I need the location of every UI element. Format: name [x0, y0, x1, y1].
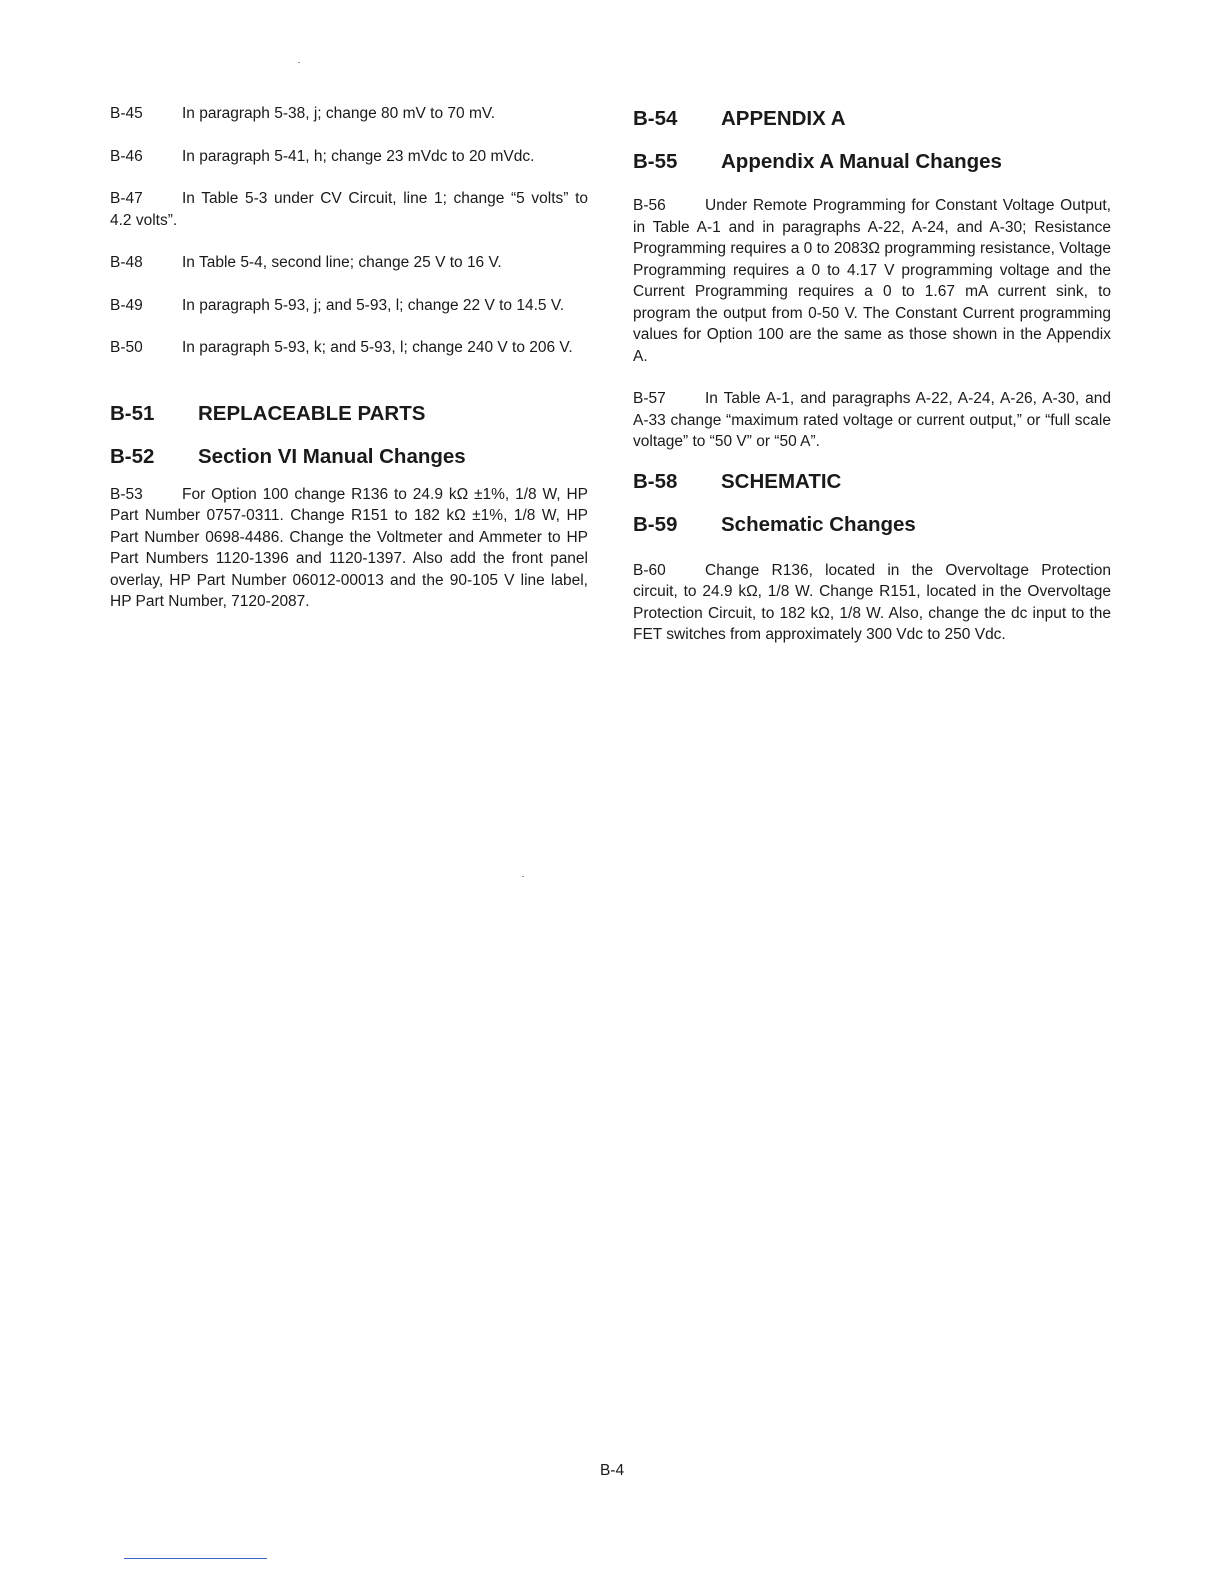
heading-title: Section VI Manual Changes	[198, 444, 466, 468]
paragraph-text: In paragraph 5-93, k; and 5-93, l; change 240 V to 206 V.	[182, 339, 573, 356]
paragraph-text: In Table A-1, and paragraphs A-22, A-24, A-26, A-30, and A-33 change “maximum rated voltage or current output,” or “full scale voltage” to “50 V” or “50 A”.	[633, 390, 1111, 450]
heading-number: B-58	[633, 469, 678, 493]
paragraph-text: Under Remote Programming for Constant Voltage Output, in Table A-1 and in paragraphs A-22, A-24, and A-30; Resistance Programming requires a 0 to 2083Ω programming resistance, Voltage Programming requires a 0 to 4.17 V programming voltage and the Current Programming requires a 0 to 1.67 mA current sink, to program the output from 0-50 V. The Constant Current programming values for Option 100 are the same as those shown in the Appendix A.	[633, 197, 1111, 365]
section-heading-b59	[633, 512, 1111, 538]
paragraph-number: B-53	[110, 485, 143, 503]
heading-title: Appendix A Manual Changes	[721, 150, 1002, 173]
paragraph-number: B-47	[110, 190, 143, 207]
paragraph-number: B-49	[110, 296, 143, 314]
heading-title: REPLACEABLE PARTS	[198, 401, 426, 425]
paragraph-text: In paragraph 5-38, j; change 80 mV to 70 mV.	[182, 105, 496, 122]
heading-title: SCHEMATIC	[721, 469, 842, 493]
right-column	[633, 100, 1111, 667]
paragraph-b53	[110, 484, 588, 613]
paragraph-b46	[110, 146, 588, 168]
paragraph-number: B-48	[110, 254, 143, 271]
section-heading-b58	[633, 469, 1111, 495]
heading-number: B-54	[633, 107, 678, 130]
heading-title: APPENDIX A	[721, 107, 846, 130]
section-heading-b51	[110, 401, 588, 427]
paragraph-text: In paragraph 5-41, h; change 23 mVdc to 20 mVdc.	[182, 147, 535, 165]
paragraph-text: For Option 100 change R136 to 24.9 kΩ ±1%, 1/8 W, HP Part Number 0757-0311. Change R151 to 182 kΩ ±1%, 1/8 W, HP Part Number 0698-4486. Change the Voltmeter and Ammeter to HP Part Numbers 1120-1396 and 1120-1397. Also add the front panel overlay, HP Part Number 06012-00013 and the 90-105 V line label, HP Part Number, 7120-2087.	[110, 485, 588, 610]
paragraph-text: In paragraph 5-93, j; and 5-93, l; change 22 V to 14.5 V.	[182, 296, 565, 314]
heading-number: B-59	[633, 512, 678, 536]
paragraph-number: B-46	[110, 147, 143, 165]
paragraph-number: B-45	[110, 105, 143, 122]
section-heading-b54	[633, 106, 1111, 132]
section-heading-b55	[633, 149, 1111, 175]
paragraph-b47	[110, 188, 588, 231]
paragraph-b49	[110, 295, 588, 317]
paragraph-number: B-50	[110, 339, 143, 356]
paragraph-number: B-56	[633, 197, 666, 214]
paragraph-number: B-60	[633, 561, 666, 579]
paragraph-b60	[633, 560, 1111, 646]
paragraph-text: In Table 5-3 under CV Circuit, line 1; change “5 volts” to 4.2 volts”.	[110, 190, 588, 229]
paragraph-number: B-57	[633, 390, 666, 407]
paragraph-b57	[633, 388, 1111, 453]
paragraph-b50	[110, 337, 588, 359]
scan-speck	[522, 876, 524, 877]
heading-number: B-51	[110, 401, 155, 425]
heading-title: Schematic Changes	[721, 512, 916, 536]
scan-speck	[298, 62, 300, 63]
paragraph-text: Change R136, located in the Overvoltage Protection circuit, to 24.9 kΩ, 1/8 W. Change R151, located in the Overvoltage Protection Circuit, to 182 kΩ, 1/8 W. Also, change the dc input to the FET switches from approximately 300 Vdc to 250 Vdc.	[633, 561, 1111, 643]
paragraph-b48	[110, 252, 588, 274]
footer-rule	[124, 1558, 267, 1559]
heading-number: B-55	[633, 150, 678, 173]
page-number: B-4	[599, 1462, 625, 1479]
paragraph-b45	[110, 103, 588, 125]
paragraph-b56	[633, 195, 1111, 367]
paragraph-text: In Table 5-4, second line; change 25 V to 16 V.	[182, 254, 502, 271]
heading-number: B-52	[110, 444, 155, 468]
section-heading-b52	[110, 444, 588, 470]
left-column	[110, 100, 588, 634]
